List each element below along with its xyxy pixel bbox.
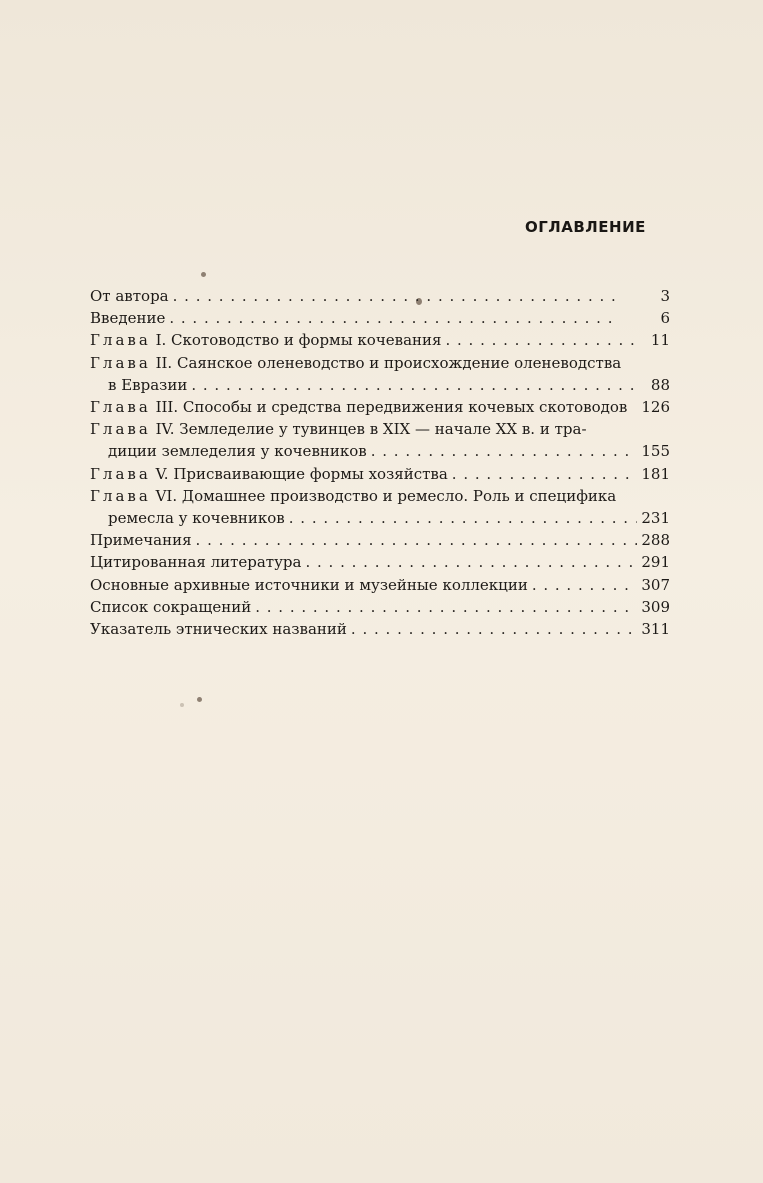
entry-title: VI. Домашнее производство и ремесло. Роль и специфика [155, 486, 617, 505]
toc-entry [90, 551, 670, 573]
entry-title-continuation: ремесла у кочевников [108, 509, 285, 528]
ink-spot [197, 697, 202, 702]
page-title: ОГЛАВЛЕНИЕ [525, 218, 646, 236]
page-number: 3 [660, 287, 670, 305]
entry-title: II. Саянское оленеводство и происхождение оленеводства [155, 353, 622, 372]
entry-title: Цитированная литература [90, 553, 302, 572]
page-number: 231 [641, 509, 670, 528]
dot-leader [165, 307, 642, 329]
dot-leader [441, 329, 642, 351]
dot-leader [192, 529, 638, 551]
page-number: 155 [641, 442, 670, 461]
dot-leader [448, 463, 638, 485]
table-of-contents [90, 285, 670, 640]
entry-title: III. Способы и средства передвижения кочевых скотоводов [155, 398, 628, 417]
page-number: 6 [660, 309, 670, 328]
entry-title: Основные архивные источники и музейные коллекции [90, 575, 528, 594]
chapter-prefix: Глава [90, 331, 151, 350]
ink-spot [201, 272, 206, 277]
entry-title-continuation: в Евразии [108, 375, 188, 394]
page-number: 11 [650, 331, 670, 350]
chapter-prefix: Глава [90, 353, 151, 372]
chapter-prefix: Глава [90, 420, 151, 439]
dot-leader [187, 374, 642, 396]
toc-entry [90, 618, 670, 640]
chapter-prefix: Глава [90, 398, 151, 417]
entry-title-continuation: диции земледелия у кочевников [108, 442, 367, 461]
toc-entry [90, 418, 670, 462]
toc-entry [90, 352, 670, 396]
toc-entry [90, 529, 670, 551]
toc-entry [90, 396, 670, 418]
dot-leader [367, 440, 638, 462]
toc-entry [90, 329, 670, 351]
toc-entry [90, 307, 670, 329]
chapter-prefix: Глава [90, 486, 151, 505]
page-number: 291 [641, 553, 670, 572]
entry-title: Введение [90, 309, 166, 328]
dot-leader [251, 596, 637, 618]
ink-spot [180, 703, 184, 707]
toc-entry [90, 596, 670, 618]
page-number: 307 [641, 575, 670, 594]
dot-leader [285, 507, 638, 529]
entry-title: Примечания [90, 531, 192, 550]
dot-leader [347, 618, 637, 640]
entry-title: Список сокращений [90, 597, 252, 616]
toc-entry [90, 285, 670, 307]
page-number: 311 [641, 620, 670, 639]
entry-title: От автора [90, 287, 169, 305]
page-number: 88 [650, 375, 670, 394]
page-number: 126 [641, 398, 670, 417]
entry-title: Указатель этнических названий [90, 620, 347, 639]
toc-entry [90, 463, 670, 485]
dot-leader [169, 285, 642, 307]
dot-leader [301, 551, 637, 573]
page-number: 288 [641, 531, 670, 550]
entry-title: I. Скотоводство и формы кочевания [155, 331, 442, 350]
entry-title: IV. Земледелие у тувинцев в XIX — начале XX в. и тра- [155, 420, 587, 439]
toc-entry [90, 485, 670, 529]
toc-entry [90, 574, 670, 596]
dot-leader [528, 574, 638, 596]
entry-title: V. Присваивающие формы хозяйства [155, 464, 448, 483]
page-number: 181 [641, 464, 670, 483]
page-number: 309 [641, 597, 670, 616]
chapter-prefix: Глава [90, 464, 151, 483]
